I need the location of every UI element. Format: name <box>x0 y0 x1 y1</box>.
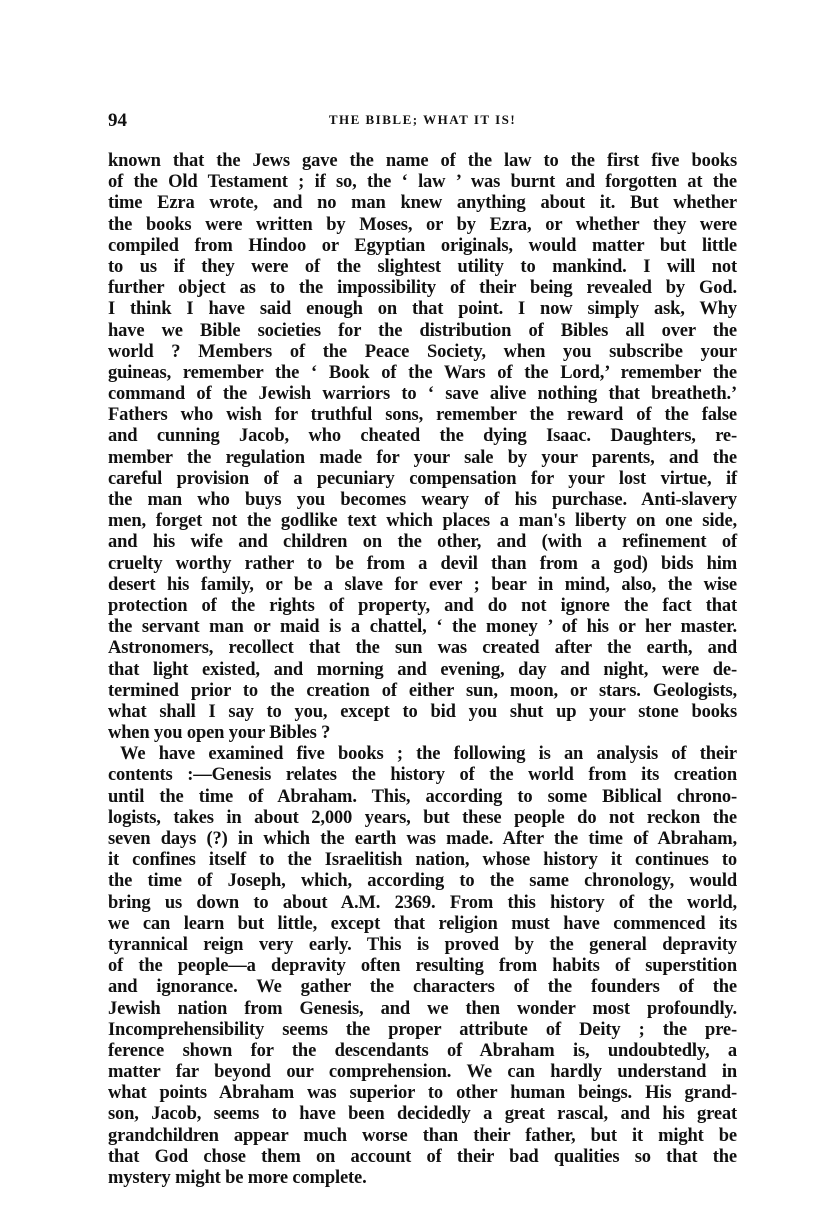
text-line: have we Bible societies for the distribution of Bibles all over the <box>108 320 737 341</box>
text-line: Fathers who wish for truthful sons, remember the reward of the false <box>108 405 737 426</box>
text-line: that God chose them on account of their bad qualities so that the <box>108 1146 737 1167</box>
text-line: of the Old Testament ; if so, the ‘ law ’ was burnt and forgotten at the <box>108 172 737 193</box>
text-line: the time of Joseph, which, according to the same chronology, would <box>108 871 737 892</box>
running-title: THE BIBLE; WHAT IT IS! <box>328 112 517 127</box>
text-line: what shall I say to you, except to bid you shut up your stone books <box>108 701 737 722</box>
text-line: mystery might be more complete. <box>108 1168 367 1188</box>
text-line: time Ezra wrote, and no man knew anything about it. But whether <box>108 193 737 214</box>
text-line: protection of the rights of property, and do not ignore the fact that <box>108 595 737 616</box>
text-line: seven days (?) in which the earth was made. After the time of Abraham, <box>108 829 737 849</box>
text-line: it confines itself to the Israelitish nation, whose history it continues to <box>108 850 737 871</box>
text-line: until the time of Abraham. This, according to some Biblical chrono- <box>108 786 737 807</box>
text-line: cruelty worthy rather to be from a devil than from a god) bids him <box>108 553 737 574</box>
text-line: when you open your Bibles ? <box>108 723 331 744</box>
text-line: further object as to the impossibility of their being revealed by God. <box>108 278 737 299</box>
text-line: Jewish nation from Genesis, and we then wonder most profoundly. <box>108 998 737 1019</box>
page-header <box>108 110 737 134</box>
text-line: I think I have said enough on that point. I now simply ask, Why <box>108 299 737 320</box>
text-line: command of the Jewish warriors to ‘ save alive nothing that breatheth.’ <box>108 384 737 405</box>
text-line: the servant man or maid is a chattel, ‘ the money ’ of his or her master. <box>108 617 737 638</box>
text-line: logists, takes in about 2,000 years, but these people do not reckon the <box>108 807 737 828</box>
text-line: grandchildren appear much worse than their father, but it might be <box>108 1125 737 1146</box>
text-line: and ignorance. We gather the characters of the founders of the <box>108 977 737 998</box>
text-line: matter far beyond our comprehension. We can hardly understand in <box>108 1062 737 1083</box>
text-line: contents :—Genesis relates the history of the world from its creation <box>108 765 737 786</box>
text-line: and his wife and children on the other, and (with a refinement of <box>108 532 737 553</box>
text-line: to us if they were of the slightest utility to mankind. I will not <box>108 256 737 277</box>
text-line: Astronomers, recollect that the sun was created after the earth, and <box>108 638 737 659</box>
text-line: We have examined five books ; the following is an analysis of their <box>120 744 737 765</box>
text-line: we can learn but little, except that religion must have commenced its <box>108 913 737 934</box>
text-line: what points Abraham was superior to other human beings. His grand- <box>108 1083 737 1104</box>
text-line: termined prior to the creation of either sun, moon, or stars. Geologists, <box>108 680 737 701</box>
text-line: of the people—a depravity often resulting from habits of superstition <box>108 956 737 977</box>
body-text <box>108 151 737 1189</box>
text-line: and cunning Jacob, who cheated the dying Isaac. Daughters, re- <box>108 426 737 447</box>
text-line: son, Jacob, seems to have been decidedly a great rascal, and his great <box>108 1104 737 1125</box>
text-line: the books were written by Moses, or by Ezra, or whether they were <box>108 214 737 235</box>
text-line: ference shown for the descendants of Abraham is, undoubtedly, a <box>108 1040 737 1061</box>
text-line: that light existed, and morning and evening, day and night, were de- <box>108 659 737 680</box>
text-line: world ? Members of the Peace Society, when you subscribe your <box>108 341 737 362</box>
text-line: careful provision of a pecuniary compensation for your lost virtue, if <box>108 468 737 489</box>
text-line: Incomprehensibility seems the proper attribute of Deity ; the pre- <box>108 1019 737 1040</box>
text-line: member the regulation made for your sale by your parents, and the <box>108 447 737 468</box>
text-line: bring us down to about A.M. 2369. From this history of the world, <box>108 892 737 913</box>
page-number: 94 <box>108 110 127 131</box>
text-line: compiled from Hindoo or Egyptian originals, would matter but little <box>108 235 737 256</box>
text-line: tyrannical reign very early. This is proved by the general depravity <box>108 934 737 955</box>
text-line: the man who buys you becomes weary of his purchase. Anti-slavery <box>108 490 737 510</box>
text-line: guineas, remember the ‘ Book of the Wars of the Lord,’ remember the <box>108 362 737 383</box>
text-line: desert his family, or be a slave for ever ; bear in mind, also, the wise <box>108 574 737 595</box>
text-line: known that the Jews gave the name of the law to the first five books <box>108 151 737 171</box>
text-line: men, forget not the godlike text which places a man's liberty on one side, <box>108 511 737 532</box>
